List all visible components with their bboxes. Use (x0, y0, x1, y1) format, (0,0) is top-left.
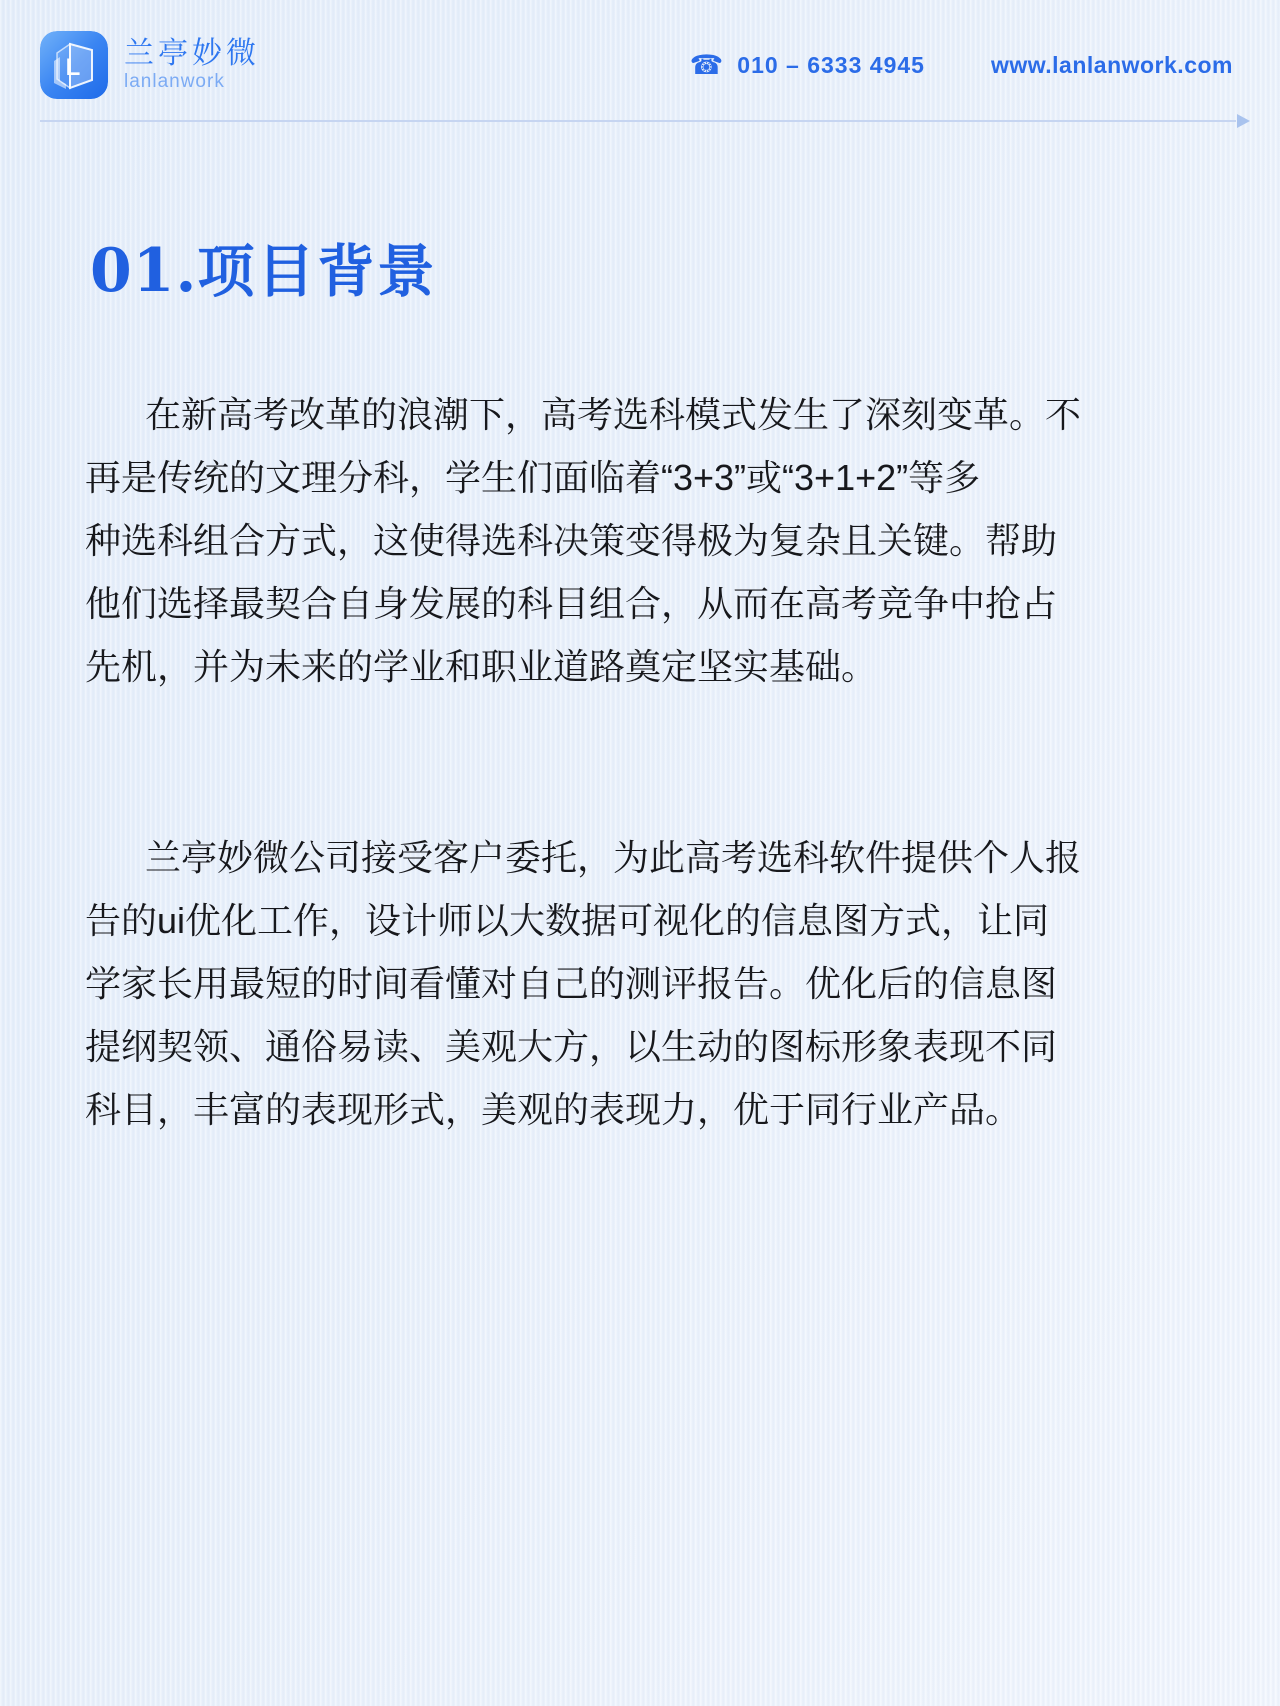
header (40, 30, 1240, 100)
phone-number: 010 – 6333 4945 (737, 51, 925, 78)
text-line: 先机，并为未来的学业和职业道路奠定坚实基础。 (85, 646, 878, 687)
brand-name-en: lanlanwork (124, 71, 225, 92)
brand-name-cn: 兰亭妙微 (124, 37, 260, 70)
text-line: 种选科组合方式，这使得选科决策变得极为复杂且关键。帮助 (85, 520, 1058, 561)
text-line: 学家长用最短的时间看懂对自己的测评报告。优化后的信息图 (85, 963, 1058, 1004)
website-link[interactable]: www.lanlanwork.com (990, 51, 1233, 78)
section-title (90, 238, 437, 313)
text-line: 再是传统的文理分科，学生们面临着“3+3”或“3+1+2”等多 (85, 457, 981, 498)
paragraph-1 (85, 383, 1145, 698)
svg-text:L: L (65, 54, 81, 81)
section-title-text: 项目背景 (197, 240, 438, 304)
brand-logo-icon (40, 31, 108, 99)
text-line: 兰亭妙微公司接受客户委托，为此高考选科软件提供个人报 (145, 837, 1082, 878)
contact-info (689, 49, 1240, 80)
brand-names (124, 37, 260, 93)
divider-arrow-icon (1237, 114, 1250, 128)
section-number: 01. (90, 236, 198, 306)
logo-graphic (40, 31, 108, 99)
paragraph-2 (85, 826, 1145, 1141)
text-line: 告的ui优化工作，设计师以大数据可视化的信息图方式，让同 (85, 900, 1050, 941)
text-line: 科目，丰富的表现形式，美观的表现力，优于同行业产品。 (85, 1089, 1022, 1130)
phone-icon: ☎ (689, 49, 724, 80)
brand (40, 31, 260, 99)
header-divider (40, 120, 1236, 122)
text-line: 在新高考改革的浪潮下，高考选科模式发生了深刻变革。不 (145, 394, 1082, 435)
text-line: 他们选择最契合自身发展的科目组合，从而在高考竞争中抢占 (85, 583, 1058, 624)
text-line: 提纲契领、通俗易读、美观大方，以生动的图标形象表现不同 (85, 1026, 1058, 1067)
